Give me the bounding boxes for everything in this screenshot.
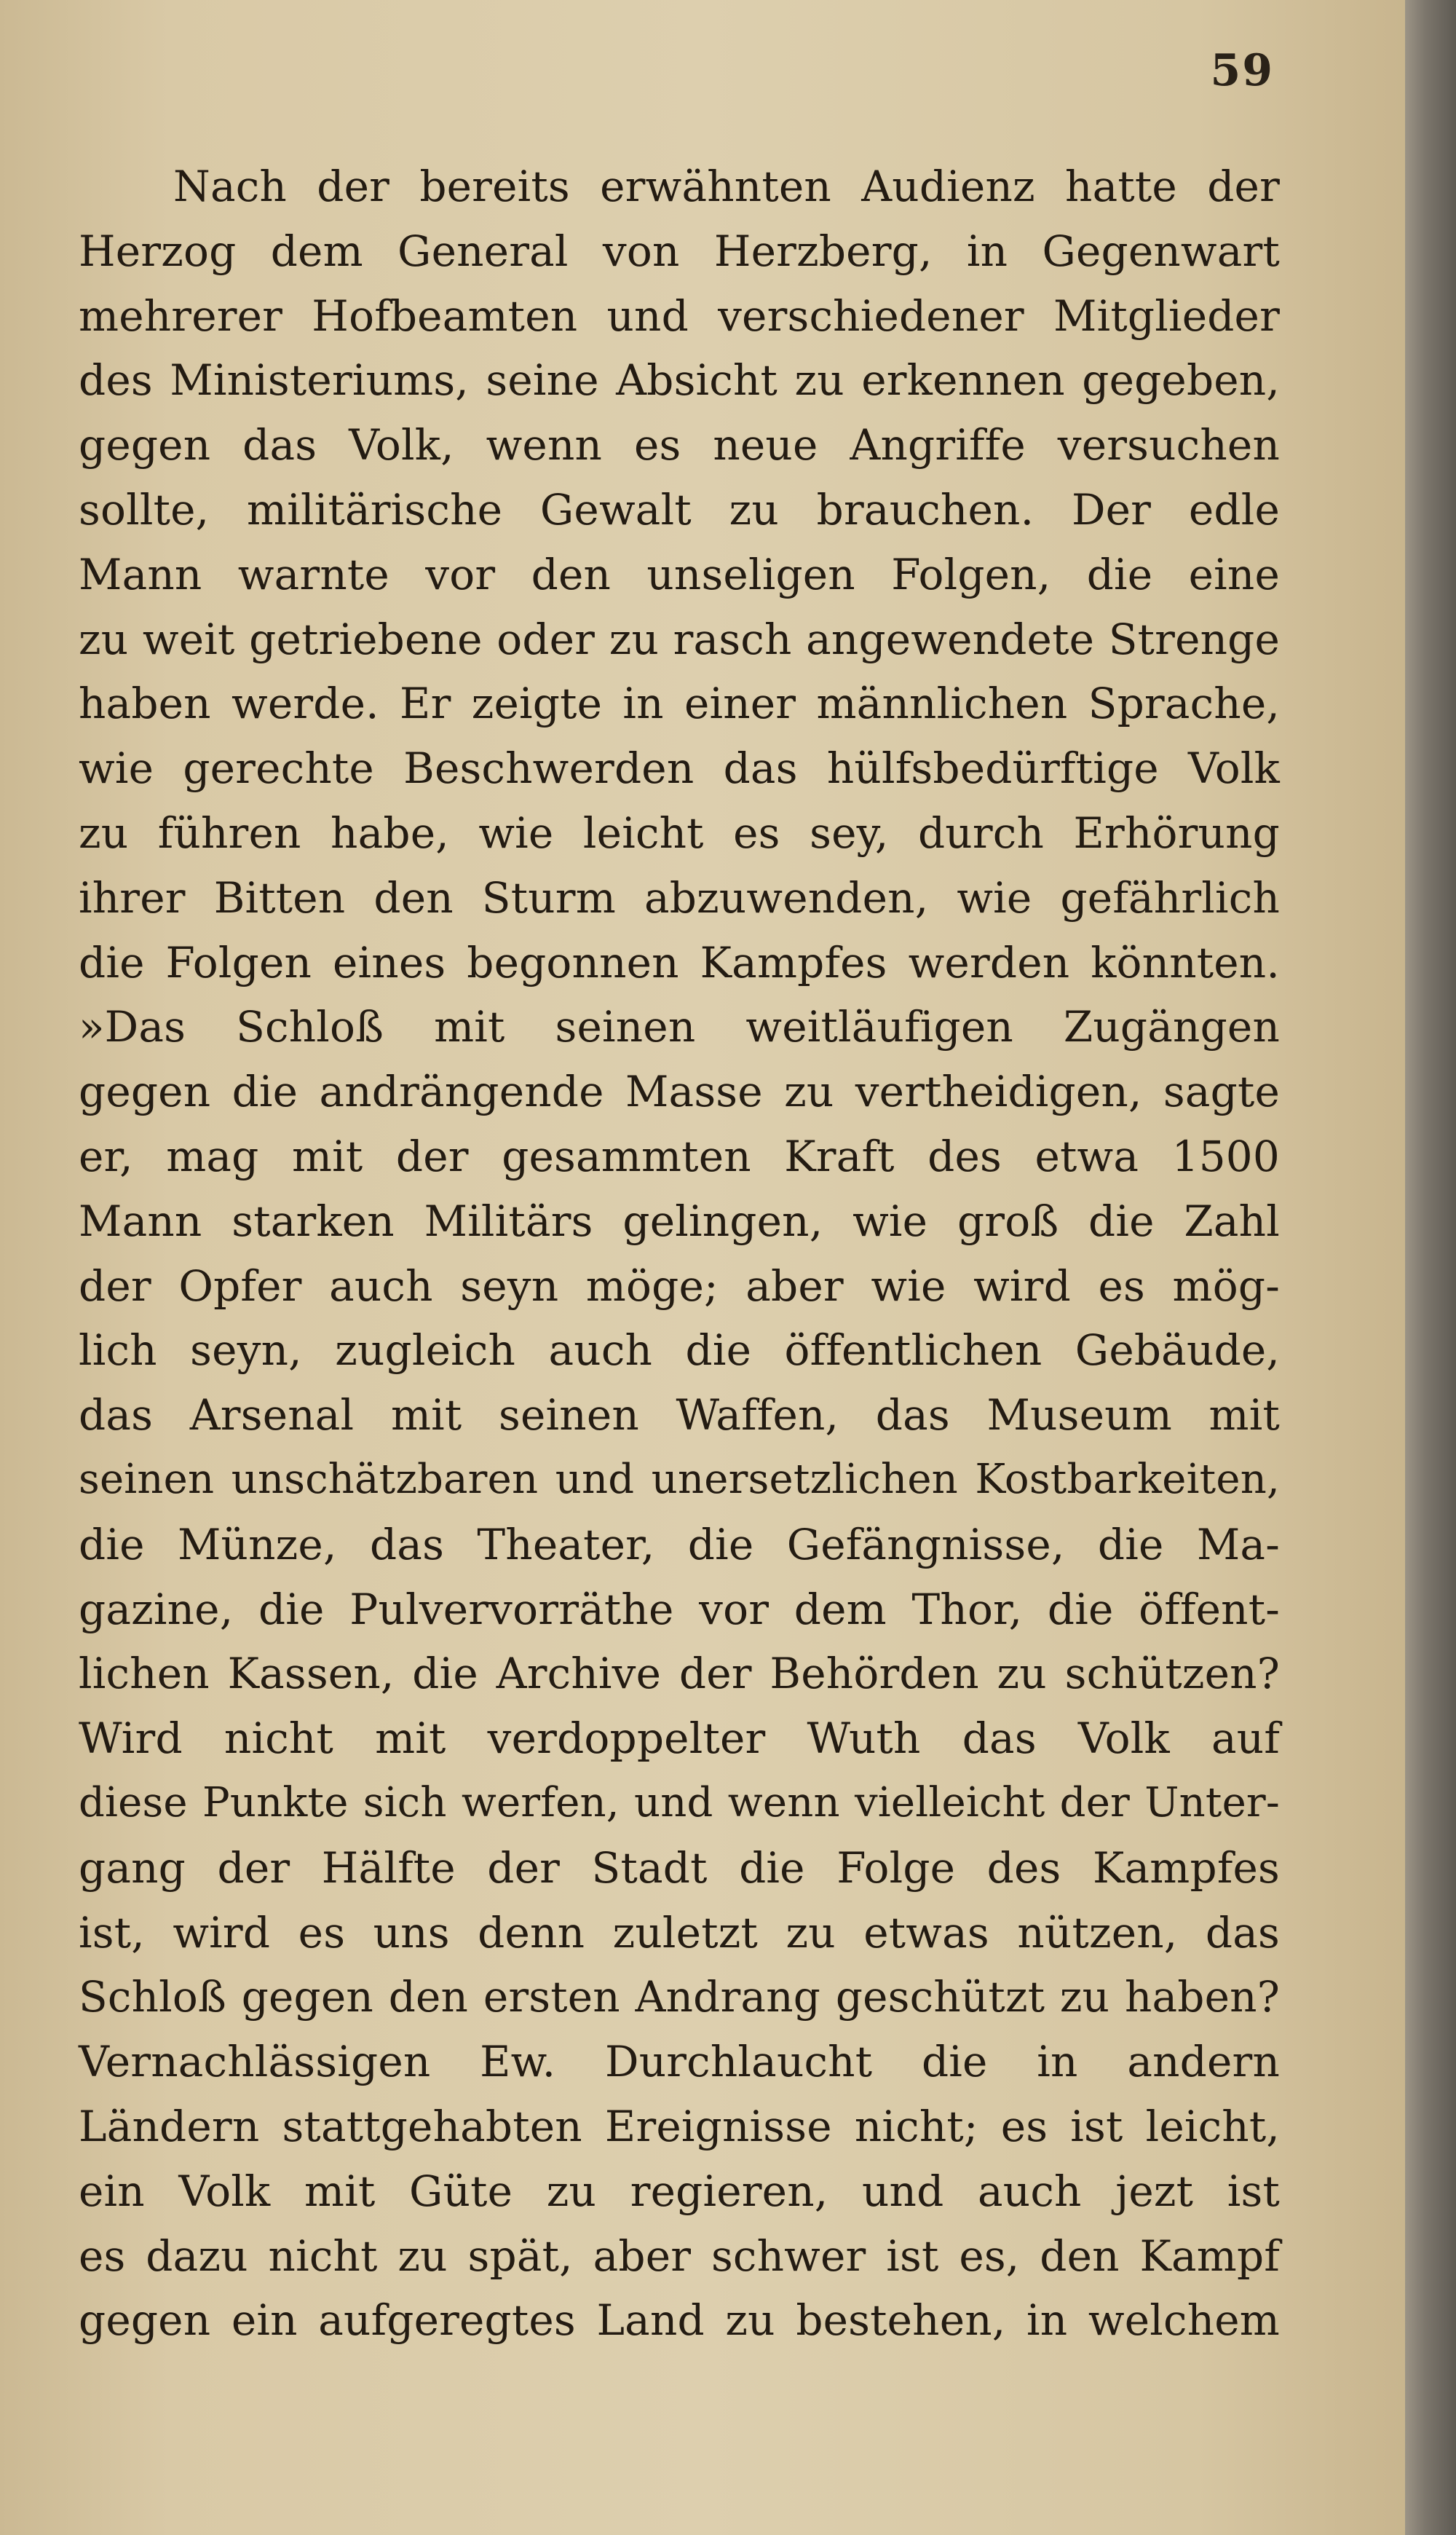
text-line: Nach der bereits erwähnten Audienz hatte der — [173, 162, 1280, 211]
text-line: gang der Hälfte der Stadt die Folge des Kampfes — [79, 1842, 1280, 1893]
text-line: haben werde. Er zeigte in einer männlichen Sprache, — [79, 679, 1280, 729]
text-line: gegen das Volk, wenn es neue Angriffe versuchen — [79, 420, 1280, 470]
text-line: Herzog dem General von Herzberg, in Gegenwart — [79, 226, 1280, 276]
text-line: sollte, militärische Gewalt zu brauchen. Der edle — [79, 484, 1280, 535]
text-line: Ländern stattgehabten Ereignisse nicht; es ist leicht, — [79, 2101, 1280, 2151]
text-line: »Das Schloß mit seinen weitläufigen Zugängen — [79, 1002, 1280, 1052]
text-line: Mann starken Militärs gelingen, wie groß die Zahl — [79, 1196, 1280, 1246]
text-line: mehrerer Hofbeamten und verschiedener Mitglieder — [79, 291, 1280, 341]
text-line: die Folgen eines begonnen Kampfes werden könnten. — [79, 937, 1280, 987]
text-line: ist, wird es uns denn zuletzt zu etwas nützen, das — [79, 1907, 1280, 1958]
book-page-edge — [1405, 0, 1456, 2535]
text-line: zu weit getriebene oder zu rasch angewendete Strenge — [79, 614, 1280, 664]
text-line: wie gerechte Beschwerden das hülfsbedürftige Volk — [79, 744, 1280, 794]
text-line: gegen ein aufgeregtes Land zu bestehen, in welchem — [79, 2295, 1280, 2346]
text-line: die Münze, das Theater, die Gefängnisse, die Ma- — [79, 1519, 1280, 1569]
text-line: der Opfer auch seyn möge; aber wie wird es mög- — [79, 1261, 1280, 1311]
text-line: diese Punkte sich werfen, und wenn vielleicht der Unter- — [79, 1778, 1280, 1826]
page-number: 59 — [1210, 45, 1274, 96]
text-line: Schloß gegen den ersten Andrang geschützt zu haben? — [79, 1972, 1280, 2022]
text-line: gegen die andrängende Masse zu vertheidigen, sagte — [79, 1067, 1280, 1117]
text-line: er, mag mit der gesammten Kraft des etwa 1500 — [79, 1131, 1280, 1181]
text-line: ihrer Bitten den Sturm abzuwenden, wie gefährlich — [79, 872, 1280, 923]
text-line: des Ministeriums, seine Absicht zu erkennen gegeben, — [79, 355, 1280, 406]
text-line: gazine, die Pulvervorräthe vor dem Thor, die öffent- — [79, 1584, 1280, 1634]
text-line: das Arsenal mit seinen Waffen, das Museum mit — [79, 1390, 1280, 1440]
text-line: es dazu nicht zu spät, aber schwer ist es, den Kampf — [79, 2231, 1280, 2281]
text-line: lich seyn, zugleich auch die öffentlichen Gebäude, — [79, 1325, 1280, 1376]
text-line: seinen unschätzbaren und unersetzlichen Kostbarkeiten, — [79, 1455, 1280, 1503]
body-text — [79, 154, 1280, 2353]
text-line: Vernachlässigen Ew. Durchlaucht die in andern — [79, 2037, 1280, 2087]
text-line: lichen Kassen, die Archive der Behörden zu schützen? — [79, 1649, 1280, 1699]
text-line: Wird nicht mit verdoppelter Wuth das Volk auf — [79, 1714, 1280, 1764]
text-line: Mann warnte vor den unseligen Folgen, die eine — [79, 549, 1280, 599]
text-line: zu führen habe, wie leicht es sey, durch Erhörung — [79, 808, 1280, 858]
text-line: ein Volk mit Güte zu regieren, und auch jezt ist — [79, 2166, 1280, 2216]
